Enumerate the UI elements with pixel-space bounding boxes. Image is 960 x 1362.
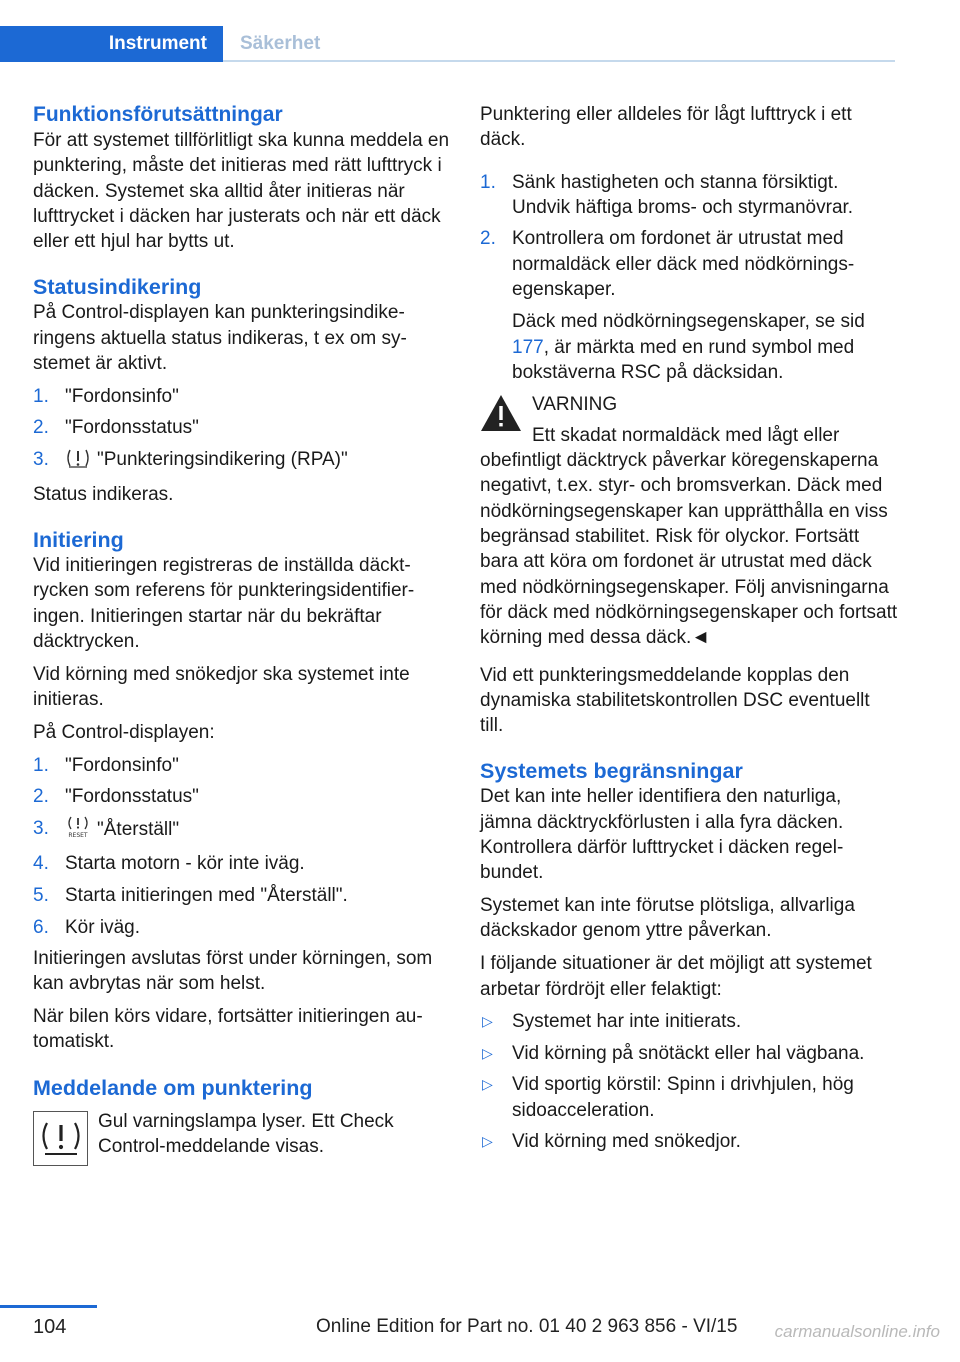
tire-reset-icon <box>65 816 91 845</box>
heading-meddelande: Meddelande om punktering <box>33 1075 313 1100</box>
list-item: 6. Kör iväg. <box>33 916 140 938</box>
heading-funktion: Funktionsförutsättningar <box>33 103 283 126</box>
dsc-note: Vid ett punkteringsmeddelande kopplas den dynamiska stabilitetskontrollen DSC eventuellt till. <box>480 664 870 737</box>
warning-title: VARNING <box>532 393 618 415</box>
list-item: 1. Sänk hastigheten och stanna försiktigt. Undvik häftiga broms- och styrmanövrar. <box>480 171 854 218</box>
list-item: 1. "Fordonsinfo" <box>33 385 179 407</box>
initiering-p4: Initieringen avslutas först under körningen, som kan avbrytas när som helst. <box>33 948 433 995</box>
chapter-tabs <box>0 26 895 62</box>
list-item: ▷ Vid körning på snötäckt eller hal vägbana. <box>482 1042 865 1064</box>
heading-status: Statusindikering <box>33 275 202 300</box>
page-number: 104 <box>33 1316 67 1338</box>
tire-warning-lamp-icon <box>33 1111 88 1166</box>
svg-text:RESET: RESET <box>68 831 88 838</box>
watermark: carmanualsonline.info <box>774 1322 940 1341</box>
right-column <box>480 102 898 1161</box>
warning-body: Ett skadat normaldäck med lågt eller obefintligt däcktryck påverkar köregenskaperna negativt, t.ex. styr- och bromsverkan. Däck med nödkörningsegenskaper kan upprätthålla en viss begränsad stabilitet. Risk för olyckor. Fortsätt bara att köra om fordonet är utrustat med däck med nödkörningsegenskaper. Följ anvisningarna för däck med nödkörningsegenskaper och fortsatt körning med dessa däck.◄ <box>480 424 898 649</box>
list-item: ▷ Systemet har inte initierats. <box>482 1011 742 1033</box>
limits-p1: Det kan inte heller identifiera den naturliga, jämna däcktryckförlusten i alla fyra däcken. Kontrollera därför lufttrycket i däcken regelbundet. <box>480 786 844 884</box>
warning-triangle-icon <box>480 394 522 432</box>
list-item: 2. "Fordonsstatus" <box>33 417 199 439</box>
list-item: 4. Starta motorn - kör inte iväg. <box>33 853 305 875</box>
limits-bullets <box>480 1009 898 1154</box>
right-intro: Punktering eller alldeles för lågt lufttryck i ett däck. <box>480 104 852 151</box>
status-body: På Control-displayen kan punkteringsindikeringens aktuella status indikeras, t ex om systemet är aktivt. <box>33 302 407 375</box>
punktering-steps <box>480 170 898 386</box>
initiering-p2: Vid körning med snökedjor ska systemet inte initieras. <box>33 663 410 710</box>
punktering-message <box>33 1109 451 1160</box>
heading-begransningar: Systemets begränsningar <box>480 759 743 784</box>
tire-pressure-icon <box>65 448 91 475</box>
status-after: Status indikeras. <box>33 483 174 505</box>
tab-sakerhet[interactable]: Säkerhet <box>240 33 321 54</box>
funktion-body: För att systemet tillförlitligt ska kunna meddela en punktering, måste det initieras med rätt lufttryck i däcken. Systemet ska alltid åter initieras när lufttrycket i däcken har justerats och när ett däck eller ett hjul har bytts ut. <box>33 130 450 253</box>
list-item: ▷ Vid sportig körstil: Spinn i drivhjulen, hög sidoacceleration. <box>482 1074 854 1121</box>
list-item: 3. "Punkteringsindikering (RPA)" <box>33 447 451 475</box>
initiering-steps <box>33 753 451 940</box>
page-number-rule <box>0 1305 97 1308</box>
step2-note: Däck med nödkörningsegenskaper, se sid 177, är märkta med en rund symbol med bokstäverna RSC på däcksidan. <box>512 311 865 383</box>
list-item: 3. RESET "Återställ" <box>33 816 451 845</box>
limits-p3: I följande situationer är det möjligt att systemet arbetar fördröjt eller felaktigt: <box>480 953 872 1000</box>
list-item: 5. Starta initieringen med "Återställ". <box>33 884 348 906</box>
list-item: 2. Kontrollera om fordonet är utrustat med normaldäck eller däck med nödkörningsegenskaper. Däck med nödkörningsegenskaper, se sid 177, är märkta med en rund symbol med bokstäverna RSC på däcksidan. <box>480 226 898 385</box>
edition-text: Online Edition for Part no. 01 40 2 963 856 - VI/15 <box>316 1316 738 1337</box>
list-item: 1. "Fordonsinfo" <box>33 754 179 776</box>
left-column <box>33 102 451 1170</box>
status-steps <box>33 384 451 475</box>
warning-block <box>480 392 898 651</box>
initiering-p1: Vid initieringen registreras de inställda däcktrycken som referens för punkteringsidentifieringen. Initieringen startar när du bekräftar däcktrycken. <box>33 554 415 652</box>
initiering-p3: På Control-displayen: <box>33 721 215 743</box>
list-item: ▷ Vid körning med snökedjor. <box>482 1131 741 1153</box>
meddelande-body: Gul varningslampa lyser. Ett Check Control-meddelande visas. <box>98 1110 394 1158</box>
limits-p2: Systemet kan inte förutse plötsliga, allvarliga däckskador genom yttre påverkan. <box>480 895 855 942</box>
tab-instrument[interactable]: Instrument <box>0 26 223 62</box>
list-item: 2. "Fordonsstatus" <box>33 786 199 808</box>
page-ref-link[interactable]: 177 <box>512 336 544 358</box>
heading-initiering: Initiering <box>33 527 124 552</box>
initiering-p5: När bilen körs vidare, fortsätter initieringen automatiskt. <box>33 1006 423 1053</box>
